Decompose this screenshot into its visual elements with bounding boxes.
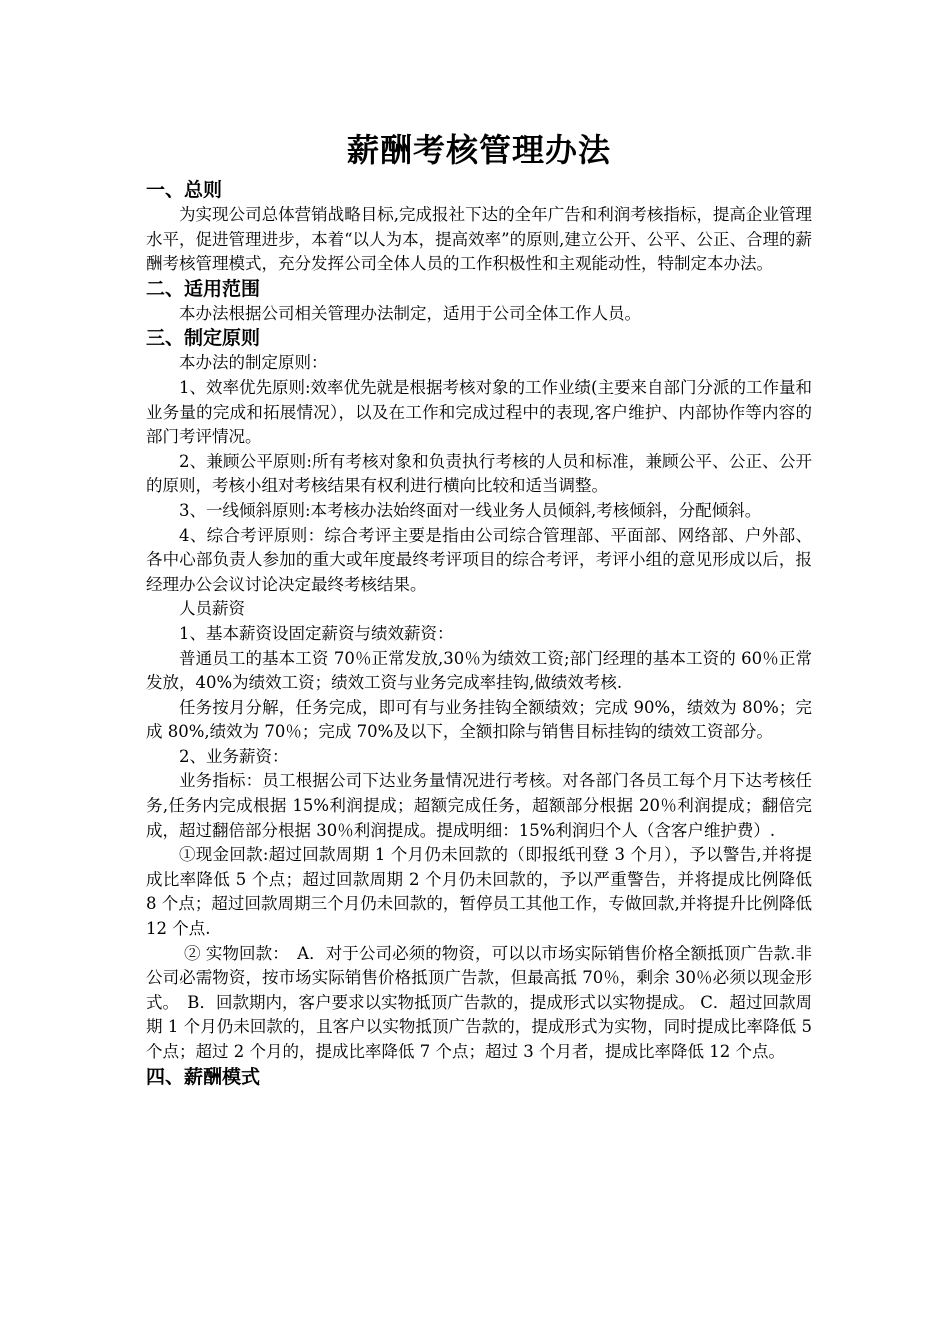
paragraph: 2、兼顾公平原则:所有考核对象和负责执行考核的人员和标准，兼顾公平、公正、公开的原则，考核小组对考核结果有权利进行横向比较和适当调整。 bbox=[146, 451, 812, 496]
section-heading-principles: 三、制定原则 bbox=[146, 327, 261, 350]
document-title: 薪酬考核管理办法 bbox=[346, 131, 611, 169]
section-heading-compensation-model: 四、薪酬模式 bbox=[146, 1065, 261, 1088]
section-heading-scope: 二、适用范围 bbox=[146, 277, 261, 300]
section-heading-general: 一、总则 bbox=[146, 179, 223, 201]
section-scope bbox=[146, 277, 812, 327]
paragraph: ② 实物回款： A．对于公司必须的物资，可以以市场实际销售价格全额抵顶广告款.非公司必需物资，按市场实际销售价格抵顶广告款，但最高抵 70％，剩余 30％必须以现金形式。 B．回款期内，客户要求以实物抵顶广告款的，提成形式以实物提成。 C．超过回款周期 1 个月仍未回款的，且客户以实物抵顶广告款的，提成形式为实物，同时提成比率降低 5 个点；超过 2 个月的，提成比率降低 7 个点；超过 3 个月者，提成比率降低 12 个点。 bbox=[146, 943, 812, 1061]
paragraph: 业务指标：员工根据公司下达业务量情况进行考核。对各部门各员工每个月下达考核任务,任务内完成根据 15%利润提成；超额完成任务，超额部分根据 20％利润提成；翻倍完成，超过翻倍部分根据 30％利润提成。提成明细：15%利润归个人（含客户维护费）. bbox=[146, 771, 812, 840]
section-principles bbox=[146, 326, 812, 1064]
paragraph: 普通员工的基本工资 70％正常发放,30％为绩效工资;部门经理的基本工资的 60％正常发放，40%为绩效工资；绩效工资与业务完成率挂钩,做绩效考核. bbox=[146, 648, 812, 693]
document-page bbox=[146, 128, 812, 1090]
paragraph: 人员薪资 bbox=[179, 599, 245, 619]
paragraph: 1、基本薪资设固定薪资与绩效薪资： bbox=[179, 623, 454, 643]
paragraph: 本办法根据公司相关管理办法制定，适用于公司全体工作人员。 bbox=[179, 303, 641, 323]
paragraph: 为实现公司总体营销战略目标,完成报社下达的全年广告和利润考核指标，提高企业管理水平，促进管理进步，本着“以人为本，提高效率”的原则,建立公开、公平、公正、合理的薪酬考核管理模式，充分发挥公司全体人员的工作积极性和主观能动性，特制定本办法。 bbox=[146, 205, 812, 274]
paragraph: 任务按月分解，任务完成，即可有与业务挂钩全额绩效；完成 90%，绩效为 80%；完成 80%,绩效为 70％；完成 70%及以下，全额扣除与销售目标挂钩的绩效工资部分。 bbox=[146, 697, 812, 742]
section-compensation-model bbox=[146, 1065, 812, 1090]
paragraph: 1、效率优先原则:效率优先就是根据考核对象的工作业绩(主要来自部门分派的工作量和业务量的完成和拓展情况），以及在工作和完成过程中的表现,客户维护、内部协作等内容的部门考评情况。 bbox=[146, 377, 812, 447]
section-general bbox=[146, 178, 812, 277]
paragraph: 2、业务薪资： bbox=[179, 746, 289, 766]
paragraph: ①现金回款:超过回款周期 1 个月仍未回款的（即报纸刊登 3 个月），予以警告,并将提成比率降低 5 个点；超过回款周期 2 个月仍未回款的，予以严重警告，并将提成比例降低 8 个点；超过回款周期三个月仍未回款的，暂停员工其他工作，专做回款,并将提升比例降低 12 个点. bbox=[146, 845, 812, 939]
paragraph: 4、综合考评原则：综合考评主要是指由公司综合管理部、平面部、网络部、户外部、各中心部负责人参加的重大或年度最终考评项目的综合考评，考评小组的意见形成以后，报经理办公会议讨论决定最终考核结果。 bbox=[146, 525, 812, 594]
paragraph: 本办法的制定原则： bbox=[179, 353, 328, 373]
paragraph: 3、一线倾斜原则:本考核办法始终面对一线业务人员倾斜,考核倾斜，分配倾斜。 bbox=[179, 500, 762, 520]
